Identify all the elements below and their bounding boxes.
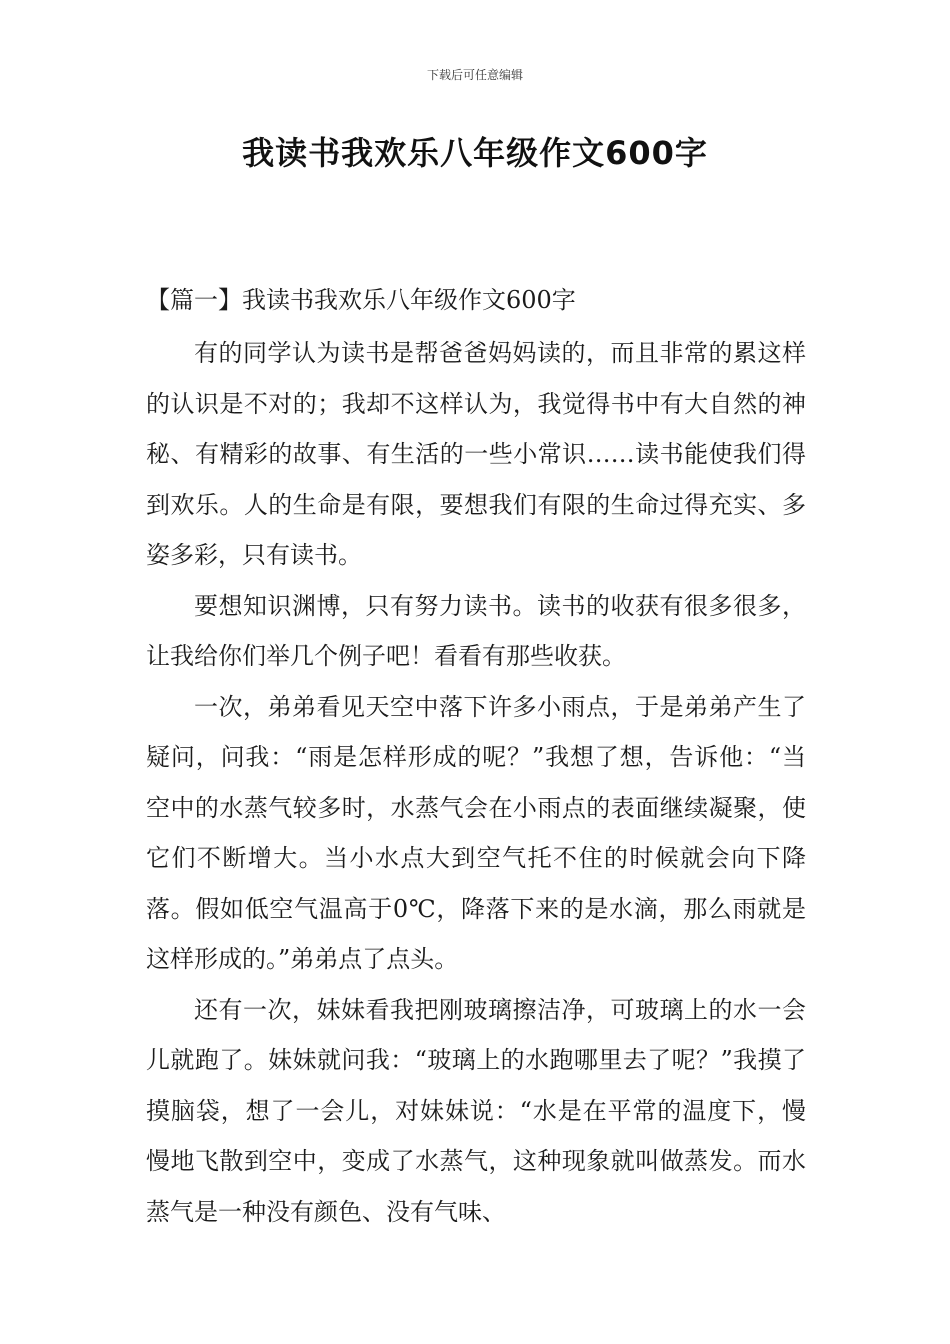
document-title: 我读书我欢乐八年级作文600字 xyxy=(242,134,708,172)
section-heading: 【篇一】我读书我欢乐八年级作文600字 xyxy=(146,286,576,314)
article-body xyxy=(146,328,806,1237)
paragraph-1: 有的同学认为读书是帮爸爸妈妈读的，而且非常的累这样的认识是不对的；我却不这样认为，我觉得书中有大自然的神秘、有精彩的故事、有生活的一些小常识……读书能使我们得到欢乐。人的生命是有限，要想我们有限的生命过得充实、多姿多彩，只有读书。 xyxy=(146,339,806,569)
paragraph-4: 还有一次，妹妹看我把刚玻璃擦洁净，可玻璃上的水一会儿就跑了。妹妹就问我：“玻璃上的水跑哪里去了呢？”我摸了摸脑袋，想了一会儿，对妹妹说：“水是在平常的温度下，慢慢地飞散到空中，变成了水蒸气，这种现象就叫做蒸发。而水蒸气是一种没有颜色、没有气味、 xyxy=(146,995,806,1226)
paragraph-3: 一次，弟弟看见天空中落下许多小雨点，于是弟弟产生了疑问，问我：“雨是怎样形成的呢？”我想了想，告诉他：“当空中的水蒸气较多时，水蒸气会在小雨点的表面继续凝聚，使它们不断增大。当小水点大到空气托不住的时候就会向下降落。假如低空气温高于0℃，降落下来的是水滴，那么雨就是这样形成的。”弟弟点了点头。 xyxy=(146,692,806,973)
header-note: 下载后可任意编辑 xyxy=(426,68,523,82)
paragraph-2: 要想知识渊博，只有努力读书。读书的收获有很多很多，让我给你们举几个例子吧！看看有那些收获。 xyxy=(146,591,806,670)
